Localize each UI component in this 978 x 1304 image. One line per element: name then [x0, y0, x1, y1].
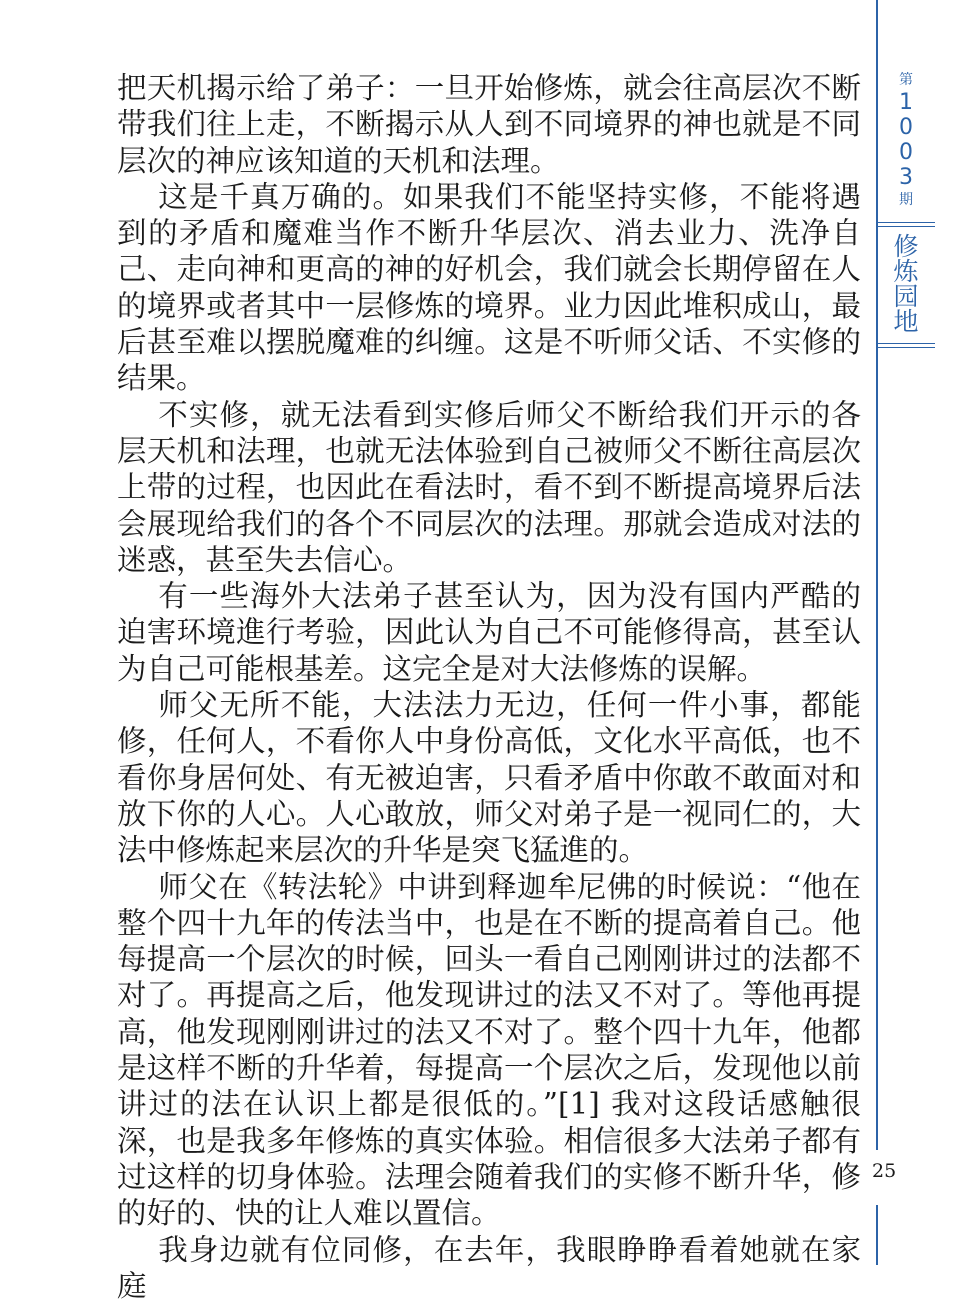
issue-number: [877, 70, 935, 210]
section-char: 炼: [877, 259, 935, 284]
margin-rule-bottom: [876, 1205, 878, 1265]
page-number: 25: [872, 1160, 894, 1182]
paragraph: 把天机揭示给了弟子：一旦开始修炼，就会往高层次不断带我们往上走，不断揭示从人到不同境界的神也就是不同层次的神应该知道的天机和法理。: [117, 70, 861, 179]
section-char: 修: [877, 234, 935, 259]
issue-digit: 1: [877, 90, 935, 115]
article-body: [117, 70, 861, 1304]
issue-digit: 3: [877, 165, 935, 190]
issue-digit: 0: [877, 115, 935, 140]
sidebar-divider-bottom: [877, 343, 935, 348]
paragraph: 师父在《转法轮》中讲到释迦牟尼佛的时候说：“他在整个四十九年的传法当中，也是在不断的提高着自己。他每提高一个层次的时候，回头一看自己刚刚讲过的法都不对了。再提高之后，他发现讲过的法又不对了。等他再提高，他发现刚刚讲过的法又不对了。整个四十九年，他都是这样不断的升华着，每提高一个层次之后，发现他以前讲过的法在认识上都是很低的。”[1] 我对这段话感触很深，也是我多年修炼的真实体验。相信很多大法弟子都有过这样的切身体验。法理会随着我们的实修不断升华，修的好的、快的让人难以置信。: [117, 869, 861, 1232]
paragraph: 不实修，就无法看到实修后师父不断给我们开示的各层天机和法理，也就无法体验到自己被师父不断往高层次上带的过程，也因此在看法时，看不到不断提高境界后法会展现给我们的各个不同层次的法理。那就会造成对法的迷惑，甚至失去信心。: [117, 397, 861, 578]
issue-digit: 0: [877, 140, 935, 165]
section-char: 地: [877, 309, 935, 334]
paragraph: 我身边就有位同修，在去年，我眼睁睁看着她就在家庭: [117, 1232, 861, 1304]
issue-suffix: 期: [877, 190, 935, 210]
section-label: [877, 234, 935, 334]
issue-prefix: 第: [877, 70, 935, 90]
paragraph: 这是千真万确的。如果我们不能坚持实修，不能将遇到的矛盾和魔难当作不断升华层次、消去业力、洗净自己、走向神和更高的神的好机会，我们就会长期停留在人的境界或者其中一层修炼的境界。业力因此堆积成山，最后甚至难以摆脱魔难的纠缠。这是不听师父话、不实修的结果。: [117, 179, 861, 397]
sidebar-divider-top: [877, 222, 935, 227]
paragraph: 有一些海外大法弟子甚至认为，因为没有国内严酷的迫害环境進行考验，因此认为自己不可能修得高，甚至认为自己可能根基差。这完全是对大法修炼的误解。: [117, 578, 861, 687]
section-char: 园: [877, 284, 935, 309]
paragraph: 师父无所不能，大法法力无边，任何一件小事，都能修，任何人，不看你人中身份高低，文化水平高低，也不看你身居何处、有无被迫害，只看矛盾中你敢不敢面对和放下你的人心。人心敢放，师父对弟子是一视同仁的，大法中修炼起来层次的升华是突飞猛進的。: [117, 687, 861, 868]
